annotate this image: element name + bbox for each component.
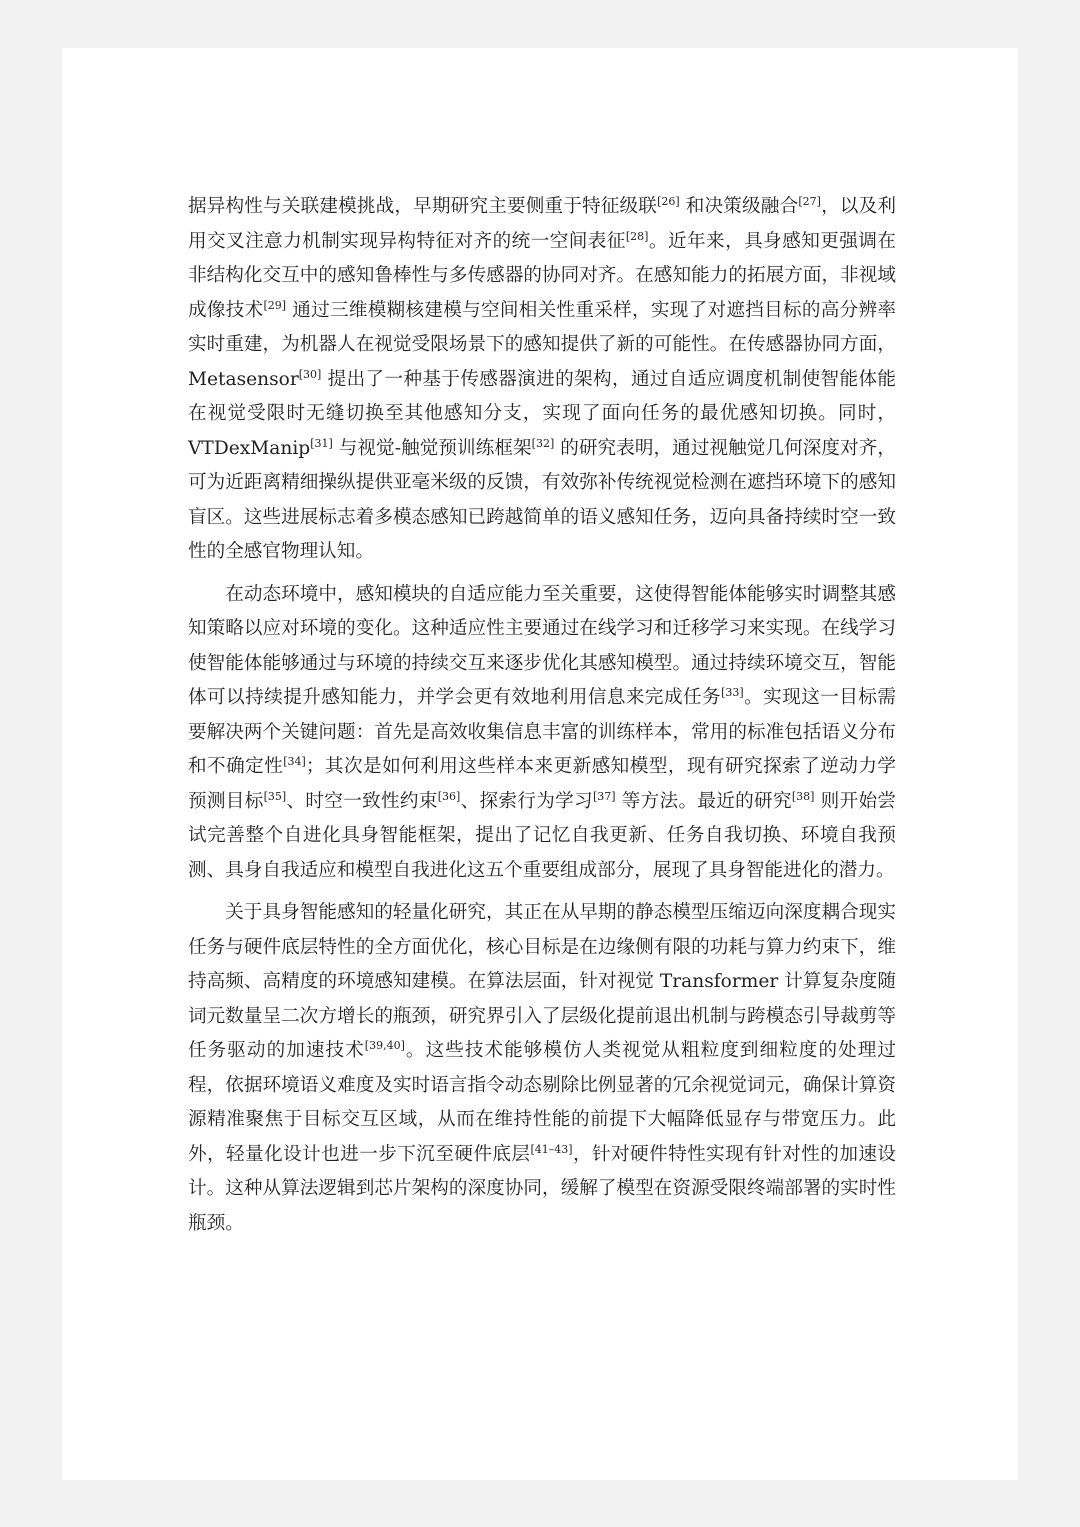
paragraph-1 <box>188 190 896 570</box>
text-segment: 、时空一致性约束 <box>286 790 438 812</box>
text-segment: 等方法。最近的研究 <box>615 790 792 812</box>
text-segment: 则开始尝试完善整个自进化具身智能框架，提出了记忆自我更新、任务自我切换、环境自我预测、具身自我适应和模型自我进化这五个重要组成部分，展现了具身智能进化的潜力。 <box>188 790 896 881</box>
citation-ref: [29] <box>263 298 287 312</box>
citation-ref: [34] <box>283 754 306 768</box>
text-segment: 与视觉-触觉预训练框架 <box>332 437 532 459</box>
text-segment: 的研究表明，通过视触觉几何深度对齐，可为近距离精细操纵提供亚毫米级的反馈，有效弥补传统视觉检测在遮挡环境下的感知盲区。这些进展标志着多模态感知已跨越简单的语义感知任务，迈向具备持续时空一致性的全感官物理认知。 <box>188 437 896 562</box>
citation-ref: [39,40] <box>364 1038 405 1052</box>
text-segment: 。这些技术能够模仿人类视觉从粗粒度到细粒度的处理过程，依据环境语义难度及实时语言指令动态剔除比例显著的冗余视觉词元，确保计算资源精准聚焦于目标交互区域，从而在维持性能的前提下大幅降低显存与带宽压力。此外，轻量化设计也进一步下沉至硬件底层 <box>188 1040 896 1165</box>
text-segment: 通过三维模糊核建模与空间相关性重采样，实现了对遮挡目标的高分辨率实时重建，为机器人在视觉受限场景下的感知提供了新的可能性。在传感器协同方面，Metasensor <box>188 299 896 390</box>
citation-ref: [33] <box>721 685 744 699</box>
citation-ref: [26] <box>657 194 680 208</box>
paragraph-3 <box>188 896 896 1241</box>
text-segment: 关于具身智能感知的轻量化研究，其正在从早期的静态模型压缩迈向深度耦合现实任务与硬件底层特性的全方面优化，核心目标是在边缘侧有限的功耗与算力约束下，维持高频、高精度的环境感知建模。在算法层面，针对视觉 Transformer 计算复杂度随词元数量呈二次方增长的瓶颈，研究界引入了层级化提前退出机制与跨模态引导裁剪等任务驱动的加速技术 <box>188 902 896 1061</box>
body-text <box>188 190 896 1249</box>
citation-ref: [37] <box>592 789 616 803</box>
paragraph-2 <box>188 578 896 889</box>
citation-ref: [27] <box>798 194 821 208</box>
text-segment: ；其次是如何利用这些样本来更新感知模型，现有研究探索了逆动力学预测目标 <box>188 756 896 812</box>
text-segment: 和决策级融合 <box>679 196 799 217</box>
text-segment: ，以及利用交叉注意力机制实现异构特征对齐的统一空间表征 <box>188 196 896 252</box>
citation-ref: [28] <box>625 229 649 243</box>
text-segment: ，针对硬件特性实现有针对性的加速设计。这种从算法逻辑到芯片架构的深度协同，缓解了模型在资源受限终端部署的实时性瓶颈。 <box>188 1143 896 1234</box>
citation-ref: [38] <box>791 789 815 803</box>
text-segment: 提出了一种基于传感器演进的架构，通过自适应调度机制使智能体能在视觉受限时无缝切换至其他感知分支，实现了面向任务的最优感知切换。同时，VTDexManip <box>188 368 896 459</box>
citation-ref: [36] <box>437 789 461 803</box>
text-segment: 据异构性与关联建模挑战，早期研究主要侧重于特征级联 <box>188 196 658 217</box>
citation-ref: [32] <box>531 436 555 450</box>
citation-ref: [30] <box>298 367 322 381</box>
citation-ref: [41–43] <box>530 1142 573 1156</box>
citation-ref: [31] <box>310 436 333 450</box>
text-segment: 、探索行为学习 <box>460 790 593 812</box>
citation-ref: [35] <box>263 789 287 803</box>
text-segment: 。近年来，具身感知更强调在非结构化交互中的感知鲁棒性与多传感器的协同对齐。在感知能力的拓展方面，非视域成像技术 <box>188 230 896 321</box>
text-segment: 。实现这一目标需要解决两个关键问题：首先是高效收集信息丰富的训练样本，常用的标准包括语义分布和不确定性 <box>188 687 896 777</box>
text-segment: 在动态环境中，感知模块的自适应能力至关重要，这使得智能体能够实时调整其感知策略以应对环境的变化。这种适应性主要通过在线学习和迁移学习来实现。在线学习使智能体能够通过与环境的持续交互来逐步优化其感知模型。通过持续环境交互，智能体可以持续提升感知能力，并学会更有效地利用信息来完成任务 <box>188 583 896 708</box>
